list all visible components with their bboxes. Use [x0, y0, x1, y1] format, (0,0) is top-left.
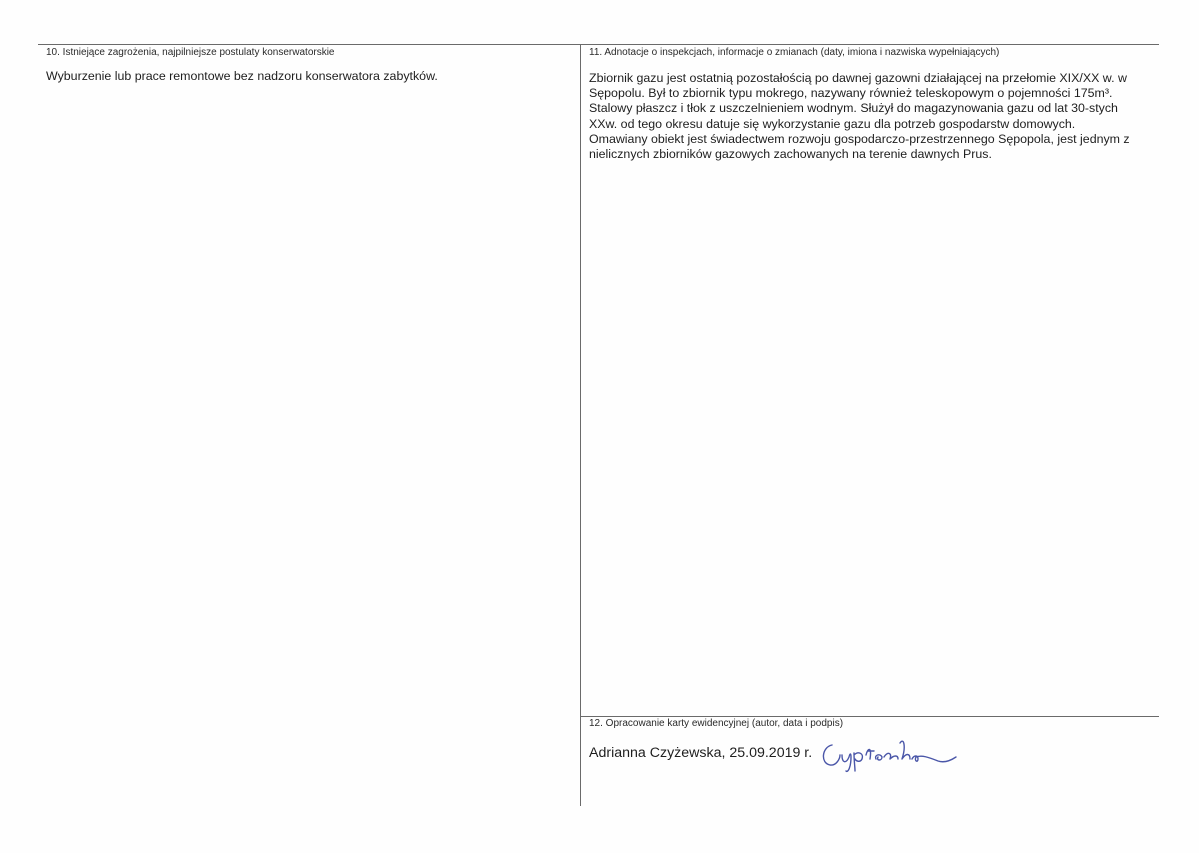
section-11-line: Zbiornik gazu jest ostatnią pozostałością po dawnej gazowni działającej na przełomie XIX/XX w. w	[589, 71, 1127, 85]
section-11-paragraph	[589, 71, 1154, 162]
section-12-label: 12. Opracowanie karty ewidencyjnej (autor, data i podpis)	[589, 718, 844, 729]
section-10-text: Wyburzenie lub prace remontowe bez nadzoru konserwatora zabytków.	[46, 69, 438, 83]
column-divider	[580, 44, 581, 806]
section-12-rule	[580, 716, 1159, 717]
section-10-label: 10. Istniejące zagrożenia, najpilniejsze postulaty konserwatorskie	[46, 47, 335, 58]
section-11-label: 11. Adnotacje o inspekcjach, informacje o zmianach (daty, imiona i nazwiska wypełniających)	[589, 47, 1000, 58]
handwritten-signature	[818, 733, 968, 773]
section-11-line: nielicznych zbiorników gazowych zachowanych na terenie dawnych Prus.	[589, 147, 992, 162]
author-date-text: Adrianna Czyżewska, 25.09.2019 r.	[589, 745, 813, 761]
top-rule	[38, 44, 1159, 45]
section-11-line: Omawiany obiekt jest świadectwem rozwoju gospodarczo-przestrzennego Sępopola, jest jednym z	[589, 131, 1130, 146]
author-signature-row	[589, 738, 968, 768]
section-11-line: XXw. od tego okresu datuje się wykorzystanie gazu dla potrzeb gospodarstw domowych.	[589, 116, 1076, 131]
section-11-line: Sępopolu. Był to zbiornik typu mokrego, nazywany również teleskopowym o pojemności 175m³.	[589, 86, 1113, 101]
section-11-line: Stalowy płaszcz i tłok z uszczelnieniem wodnym. Służył do magazynowania gazu od lat 30-stych	[589, 101, 1118, 116]
